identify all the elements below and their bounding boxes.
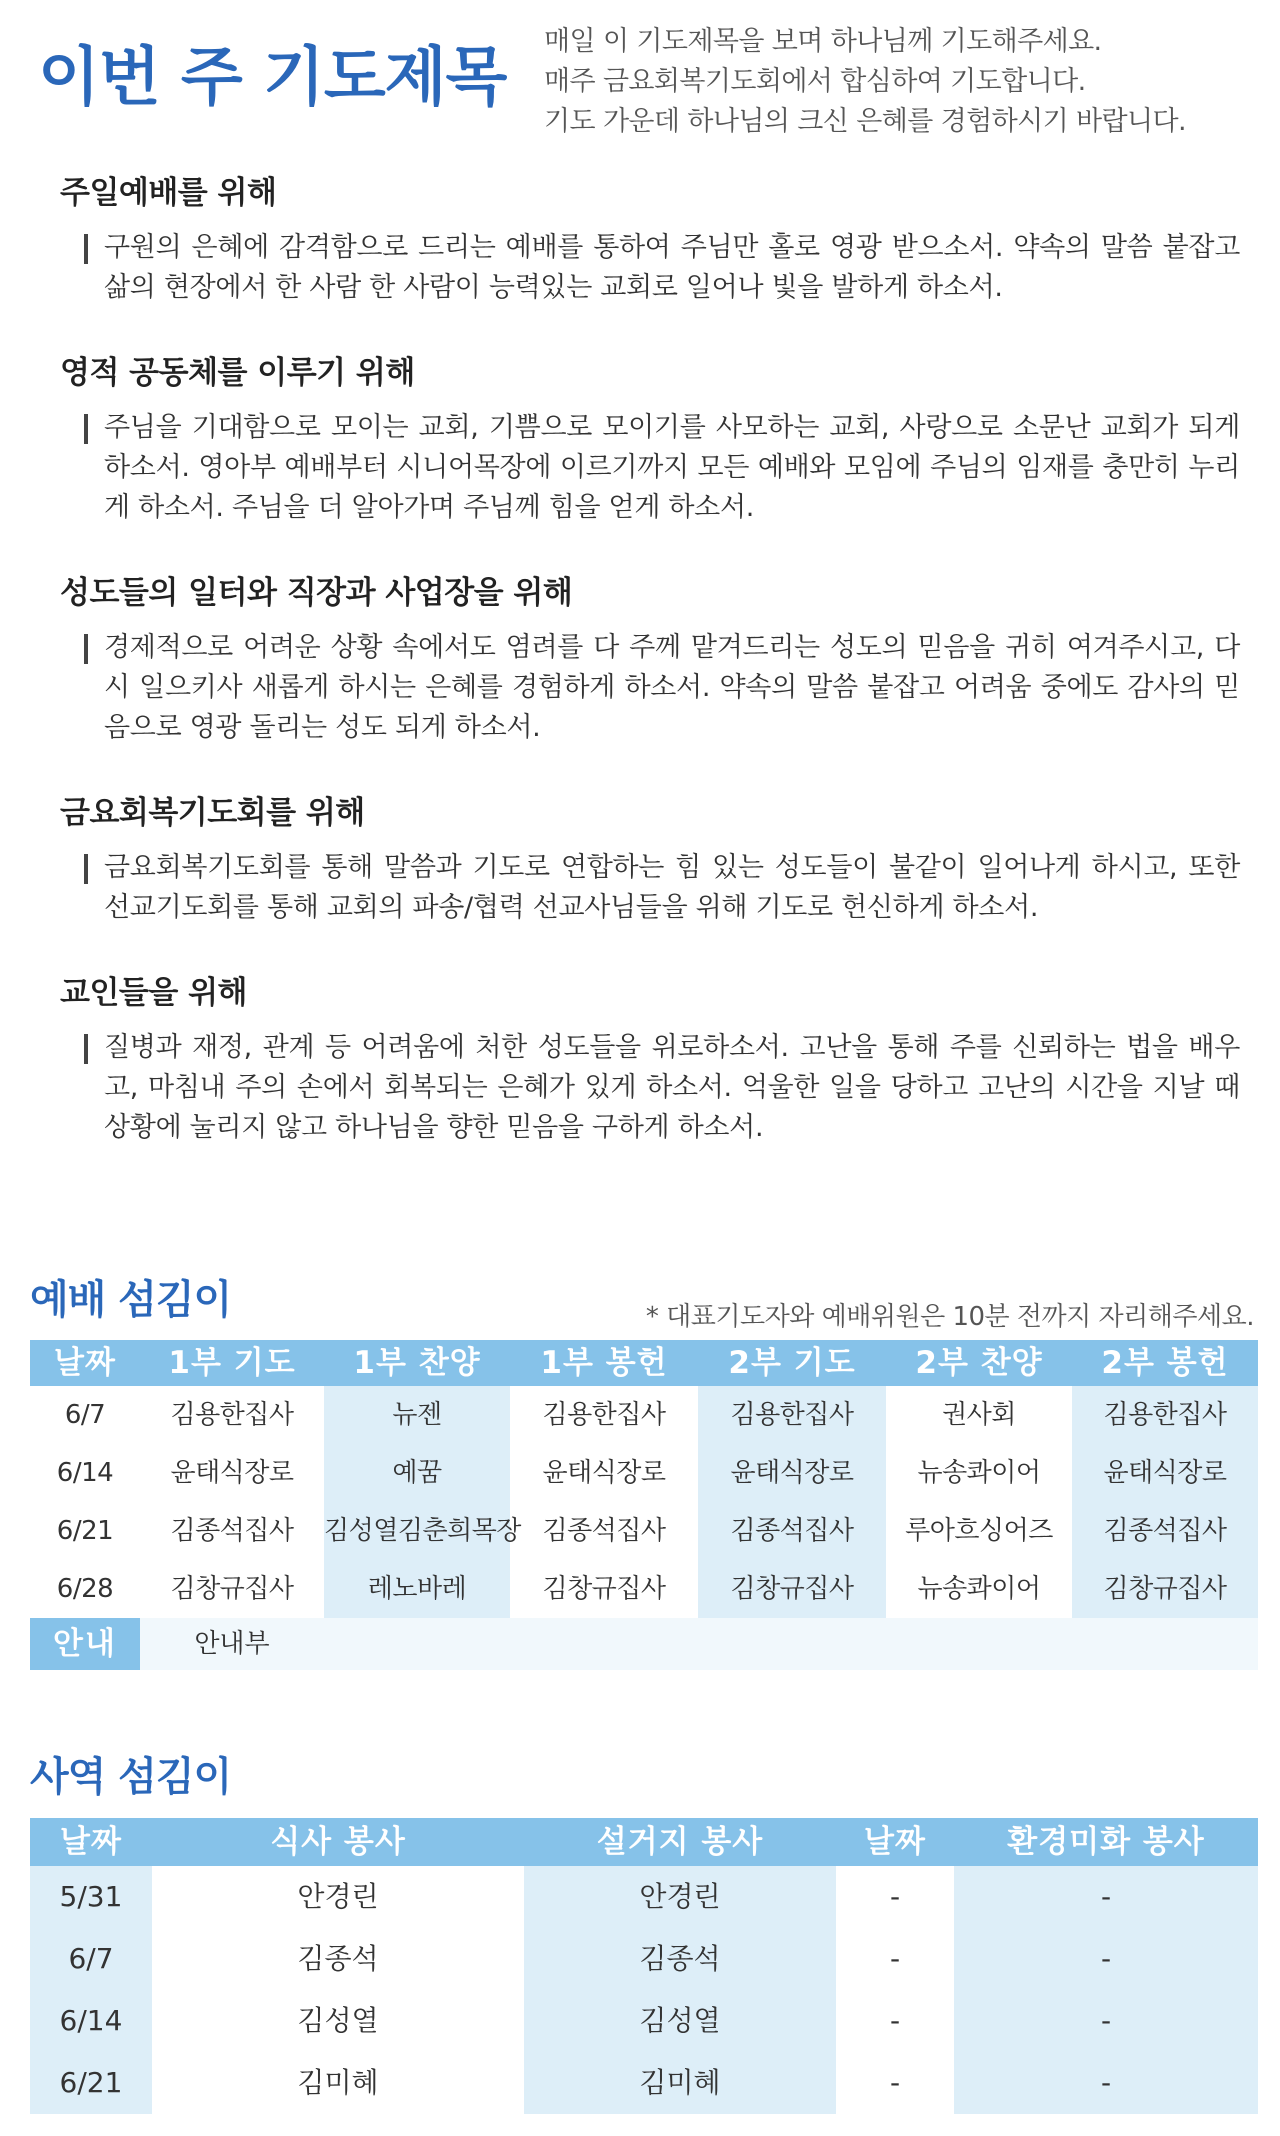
worship-note: * 대표기도자와 예배위원은 10분 전까지 자리해주세요. xyxy=(645,1302,1254,1332)
guide-row xyxy=(30,1618,1258,1670)
table-cell: - xyxy=(954,2052,1258,2114)
table-cell: 김종석집사 xyxy=(170,1516,294,1546)
date-cell: 6/28 xyxy=(56,1574,114,1604)
column-header: 1부 찬양 xyxy=(353,1345,481,1381)
date-cell: - xyxy=(889,1942,901,1975)
prayer-heading: 영적 공동체를 이루기 위해 xyxy=(60,355,415,391)
column-header: 식사 봉사 xyxy=(270,1824,406,1860)
prayer-heading: 주일예배를 위해 xyxy=(60,175,277,211)
table-row xyxy=(30,1928,1258,1990)
table-cell: 뉴송콰이어 xyxy=(917,1574,1041,1604)
prayer-text: 질병과 재정, 관계 등 어려움에 처한 성도들을 위로하소서. 고난을 통해 주를 신뢰하는 법을 배우고, 마침내 주의 손에서 회복되는 은혜가 있게 하소서. 억울한 일을 당하고 고난의 시간을 지날 때 상황에 눌리지 않고 하나님을 향한 믿음을 구하게 하소서. xyxy=(104,1032,1240,1143)
column-header: 날짜 xyxy=(864,1824,926,1860)
intro-line: 매주 금요회복기도회에서 합심하여 기도합니다. xyxy=(544,66,1086,97)
column-header: 환경미화 봉사 xyxy=(1007,1824,1205,1860)
table-cell: 김용한집사 xyxy=(542,1400,666,1430)
quote-bar xyxy=(84,234,88,264)
prayer-body xyxy=(60,408,1240,528)
date-cell: 5/31 xyxy=(30,1866,152,1928)
intro-line: 기도 가운데 하나님의 크신 은혜를 경험하시기 바랍니다. xyxy=(544,106,1186,137)
quote-bar xyxy=(84,634,88,664)
table-cell: 김종석집사 xyxy=(1072,1502,1258,1560)
guide-label: 안내 xyxy=(30,1618,140,1670)
prayer-item xyxy=(60,350,1240,528)
prayer-body xyxy=(60,848,1240,928)
prayer-item xyxy=(60,970,1240,1148)
table-cell: 김성열김춘희목장 xyxy=(324,1502,510,1560)
prayer-list xyxy=(60,170,1240,1190)
quote-bar xyxy=(84,414,88,444)
table-cell: 윤태식장로 xyxy=(698,1444,886,1502)
table-cell: 윤태식장로 xyxy=(1072,1444,1258,1502)
date-cell: 6/7 xyxy=(30,1928,152,1990)
prayer-item xyxy=(60,570,1240,748)
table-cell: 김창규집사 xyxy=(1072,1560,1258,1618)
column-header: 2부 찬양 xyxy=(915,1345,1043,1381)
date-cell: 6/14 xyxy=(56,1458,114,1488)
date-cell: - xyxy=(889,1880,901,1913)
table-cell: 김종석집사 xyxy=(698,1502,886,1560)
table-row xyxy=(30,1990,1258,2052)
table-cell: 김창규집사 xyxy=(542,1574,666,1604)
table-cell: 김용한집사 xyxy=(170,1400,294,1430)
column-header: 날짜 xyxy=(60,1824,122,1860)
column-header: 설거지 봉사 xyxy=(596,1824,764,1860)
prayer-body xyxy=(60,228,1240,308)
table-cell: 김종석집사 xyxy=(542,1516,666,1546)
page-header xyxy=(38,22,1258,137)
worship-table xyxy=(30,1340,1258,1670)
prayer-heading: 성도들의 일터와 직장과 사업장을 위해 xyxy=(60,575,573,611)
worship-section-title: 예배 섬김이 xyxy=(30,1277,232,1323)
table-cell: - xyxy=(954,1990,1258,2052)
table-row xyxy=(30,1502,1258,1560)
prayer-body xyxy=(60,1028,1240,1148)
prayer-heading: 금요회복기도회를 위해 xyxy=(60,795,365,831)
prayer-item xyxy=(60,170,1240,308)
table-row xyxy=(30,2052,1258,2114)
prayer-heading: 교인들을 위해 xyxy=(60,975,247,1011)
table-cell: 안경린 xyxy=(524,1866,836,1928)
guide-value: 안내부 xyxy=(194,1629,270,1659)
page-title: 이번 주 기도제목 xyxy=(38,41,507,115)
prayer-body xyxy=(60,628,1240,748)
column-header: 날짜 xyxy=(54,1345,116,1381)
service-section-title: 사역 섬김이 xyxy=(30,1754,232,1800)
table-cell: 김미혜 xyxy=(524,2052,836,2114)
table-header-row xyxy=(30,1340,1258,1386)
table-cell: 김종석 xyxy=(297,1942,379,1975)
table-cell: 윤태식장로 xyxy=(170,1458,294,1488)
table-row xyxy=(30,1386,1258,1444)
empty-cell xyxy=(324,1618,1258,1670)
prayer-text: 구원의 은혜에 감격함으로 드리는 예배를 통하여 주님만 홀로 영광 받으소서. 약속의 말씀 붙잡고 삶의 현장에서 한 사람 한 사람이 능력있는 교회로 일어나 빛을 발하게 하소서. xyxy=(104,232,1240,303)
table-cell: 안경린 xyxy=(297,1880,379,1913)
table-row xyxy=(30,1560,1258,1618)
date-cell: 6/14 xyxy=(30,1990,152,2052)
table-cell: 김성열 xyxy=(297,2004,379,2037)
intro-text xyxy=(544,22,1264,142)
table-cell: 레노바레 xyxy=(324,1560,510,1618)
table-cell: 뉴송콰이어 xyxy=(917,1458,1041,1488)
table-cell: 김종석 xyxy=(524,1928,836,1990)
quote-bar xyxy=(84,854,88,884)
column-header: 1부 봉헌 xyxy=(540,1345,668,1381)
service-table xyxy=(30,1818,1258,2114)
quote-bar xyxy=(84,1034,88,1064)
table-cell: 김창규집사 xyxy=(698,1560,886,1618)
date-cell: - xyxy=(889,2066,901,2099)
prayer-text: 경제적으로 어려운 상황 속에서도 염려를 다 주께 맡겨드리는 성도의 믿음을 귀히 여겨주시고, 다시 일으키사 새롭게 하시는 은혜를 경험하게 하소서. 약속의 말씀 붙잡고 어려움 중에도 감사의 믿음으로 영광 돌리는 성도 되게 하소서. xyxy=(104,632,1240,743)
table-cell: 김미혜 xyxy=(297,2066,379,2099)
table-cell: 뉴젠 xyxy=(324,1386,510,1444)
table-cell: - xyxy=(954,1866,1258,1928)
table-cell: 김창규집사 xyxy=(170,1574,294,1604)
table-row xyxy=(30,1866,1258,1928)
table-cell: 권사회 xyxy=(942,1400,1016,1430)
intro-line: 매일 이 기도제목을 보며 하나님께 기도해주세요. xyxy=(544,26,1102,57)
column-header: 2부 기도 xyxy=(728,1345,856,1381)
table-cell: 김용한집사 xyxy=(1072,1386,1258,1444)
table-cell: 예꿈 xyxy=(324,1444,510,1502)
date-cell: 6/21 xyxy=(56,1516,114,1546)
prayer-item xyxy=(60,790,1240,928)
prayer-text: 금요회복기도회를 통해 말씀과 기도로 연합하는 힘 있는 성도들이 불같이 일어나게 하시고, 또한 선교기도회를 통해 교회의 파송/협력 선교사님들을 위해 기도로 헌신하게 하소서. xyxy=(104,852,1240,923)
table-row xyxy=(30,1444,1258,1502)
table-cell: - xyxy=(954,1928,1258,1990)
table-cell: 윤태식장로 xyxy=(542,1458,666,1488)
table-cell: 김용한집사 xyxy=(698,1386,886,1444)
date-cell: - xyxy=(889,2004,901,2037)
prayer-text: 주님을 기대함으로 모이는 교회, 기쁨으로 모이기를 사모하는 교회, 사랑으로 소문난 교회가 되게 하소서. 영아부 예배부터 시니어목장에 이르기까지 모든 예배와 모임에 주님의 임재를 충만히 누리게 하소서. 주님을 더 알아가며 주님께 힘을 얻게 하소서. xyxy=(104,412,1240,523)
table-cell: 김성열 xyxy=(524,1990,836,2052)
date-cell: 6/7 xyxy=(64,1400,106,1430)
column-header: 1부 기도 xyxy=(168,1345,296,1381)
table-cell: 루아흐싱어즈 xyxy=(905,1516,1053,1546)
table-header-row xyxy=(30,1818,1258,1866)
column-header: 2부 봉헌 xyxy=(1101,1345,1229,1381)
date-cell: 6/21 xyxy=(30,2052,152,2114)
